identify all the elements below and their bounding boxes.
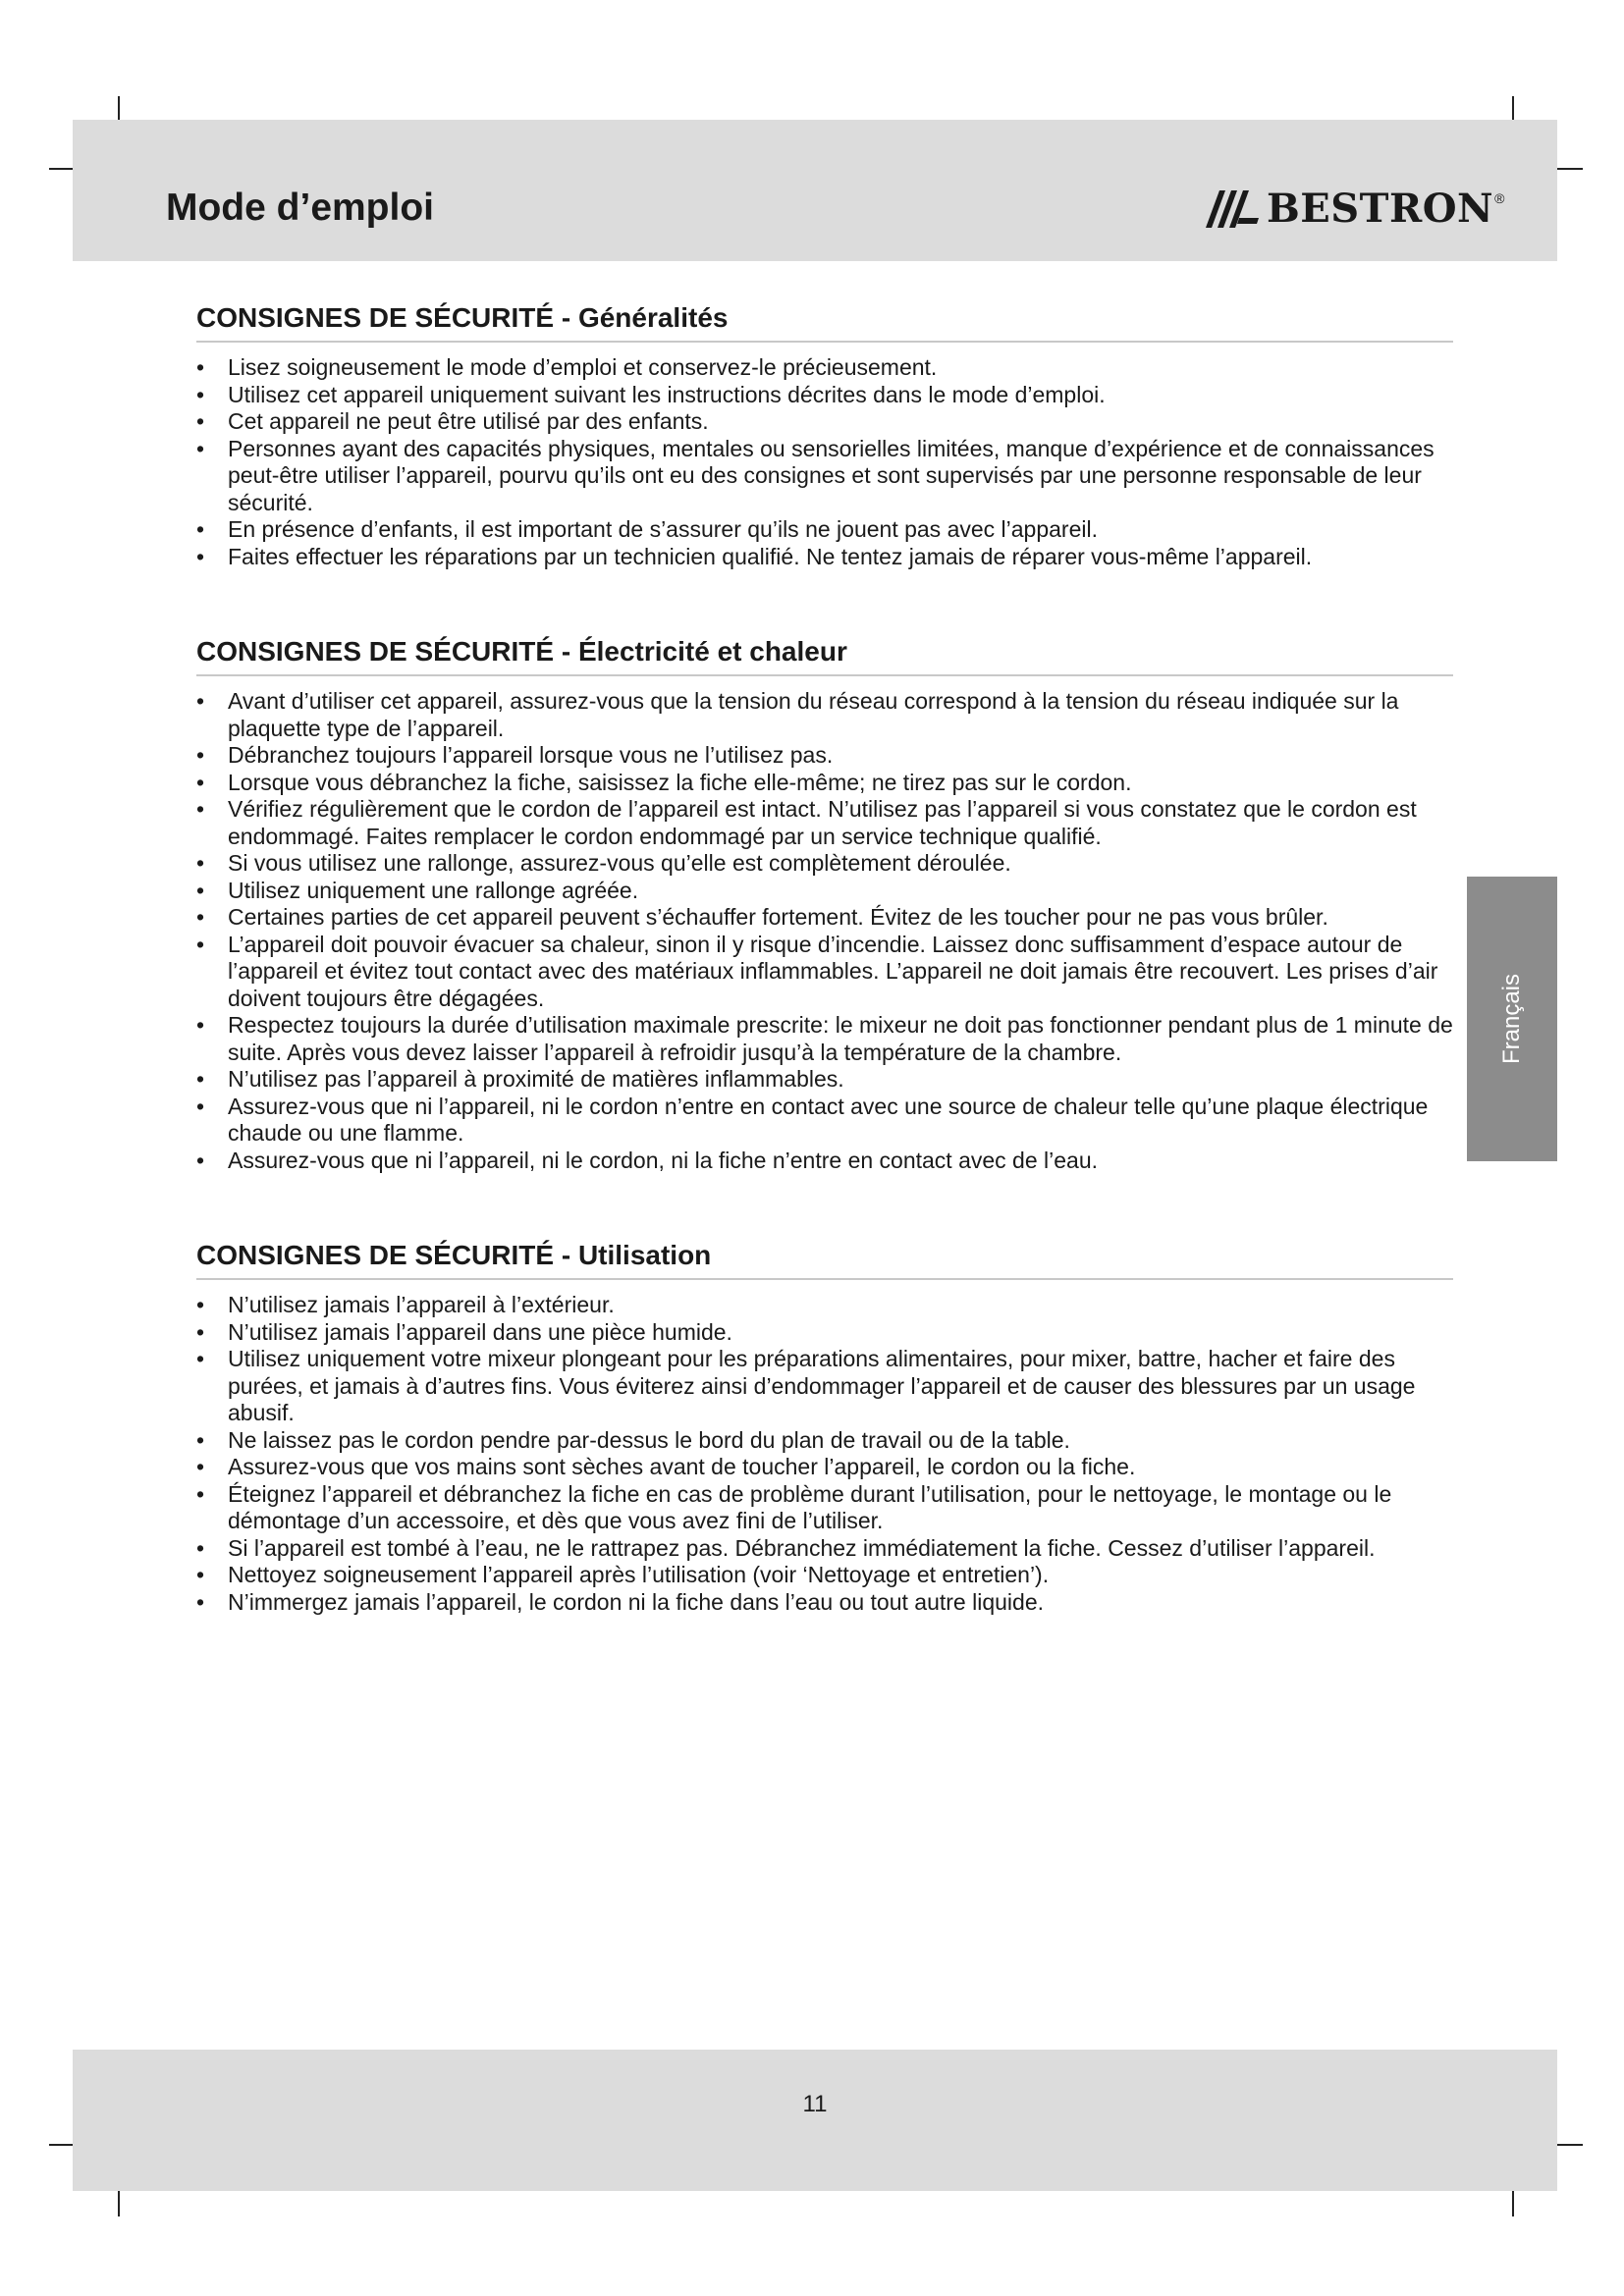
list-item: • Lisez soigneusement le mode d’emploi et conservez-le précieusement. (196, 354, 1473, 382)
list-item: • Utilisez uniquement une rallonge agréée. (196, 878, 1473, 905)
page-title: Mode d’emploi (166, 187, 434, 229)
list-item: • Ne laissez pas le cordon pendre par-dessus le bord du plan de travail ou de la table. (196, 1427, 1473, 1455)
list-item: • Personnes ayant des capacités physiques, mentales ou sensorielles limitées, manque d’expérience et de connaissances peut-être utiliser l’appareil, pourvu qu’ils ont eu des consignes et sont supervisés par une personne responsable de leur sécurité. (196, 436, 1473, 517)
list-item: • N’utilisez jamais l’appareil dans une pièce humide. (196, 1319, 1473, 1347)
bullet-list (196, 1292, 1473, 1616)
section-divider (196, 341, 1453, 343)
list-item: • Avant d’utiliser cet appareil, assurez-vous que la tension du réseau correspond à la tension du réseau indiquée sur la plaquette type de l’appareil. (196, 688, 1473, 742)
list-item: • Assurez-vous que ni l’appareil, ni le cordon, ni la fiche n’entre en contact avec de l’eau. (196, 1148, 1473, 1175)
list-item: • Utilisez uniquement votre mixeur plongeant pour les préparations alimentaires, pour mixer, battre, hacher et faire des purées, et jamais à d’autres fins. Vous éviterez ainsi d’endommager l’appareil et de causer des blessures par un usage abusif. (196, 1346, 1473, 1427)
list-item: • Utilisez cet appareil uniquement suivant les instructions décrites dans le mode d’emploi. (196, 382, 1473, 409)
language-tab[interactable] (1467, 877, 1557, 1161)
section-generalites (196, 299, 1473, 570)
list-item: • N’immergez jamais l’appareil, le cordon ni la fiche dans l’eau ou tout autre liquide. (196, 1589, 1473, 1617)
section-title: CONSIGNES DE SÉCURITÉ - Utilisation (196, 1240, 712, 1270)
bullet-list (196, 688, 1473, 1174)
bestron-chevrons-logo-icon (1204, 188, 1261, 230)
list-item: • Cet appareil ne peut être utilisé par des enfants. (196, 408, 1473, 436)
section-divider (196, 674, 1453, 676)
list-item: • Assurez-vous que ni l’appareil, ni le cordon n’entre en contact avec une source de chaleur telle qu’une plaque électrique chaude ou une flamme. (196, 1094, 1473, 1148)
bullet-list (196, 354, 1473, 570)
language-tab-label: Français (1498, 973, 1525, 1065)
section-divider (196, 1278, 1453, 1280)
list-item: • Nettoyez soigneusement l’appareil après l’utilisation (voir ‘Nettoyage et entretien’). (196, 1562, 1473, 1589)
section-utilisation (196, 1237, 1473, 1616)
list-item: • Débranchez toujours l’appareil lorsque vous ne l’utilisez pas. (196, 742, 1473, 770)
list-item: • Certaines parties de cet appareil peuvent s’échauffer fortement. Évitez de les toucher pour ne pas vous brûler. (196, 904, 1473, 932)
page-number: 11 (802, 2091, 828, 2117)
brand-name: BESTRON (1267, 186, 1494, 232)
list-item: • Vérifiez régulièrement que le cordon de l’appareil est intact. N’utilisez pas l’appareil si vous constatez que le cordon est endommagé. Faites remplacer le cordon endommagé par un service technique qualifié. (196, 796, 1473, 850)
list-item: • En présence d’enfants, il est important de s’assurer qu’ils ne jouent pas avec l’appareil. (196, 516, 1473, 544)
list-item: • Si vous utilisez une rallonge, assurez-vous qu’elle est complètement déroulée. (196, 850, 1473, 878)
list-item: • Respectez toujours la durée d’utilisation maximale prescrite: le mixeur ne doit pas fonctionner pendant plus de 1 minute de suite. Après vous devez laisser l’appareil à refroidir jusqu’à la température de la chambre. (196, 1012, 1473, 1066)
list-item: • Faites effectuer les réparations par un technicien qualifié. Ne tentez jamais de réparer vous-même l’appareil. (196, 544, 1473, 571)
brand-logo (1204, 188, 1504, 230)
main-content (196, 299, 1473, 1616)
list-item: • N’utilisez jamais l’appareil à l’extérieur. (196, 1292, 1473, 1319)
section-title: CONSIGNES DE SÉCURITÉ - Généralités (196, 302, 729, 333)
list-item: • Lorsque vous débranchez la fiche, saisissez la fiche elle-même; ne tirez pas sur le cordon. (196, 770, 1473, 797)
list-item: • Assurez-vous que vos mains sont sèches avant de toucher l’appareil, le cordon ou la fiche. (196, 1454, 1473, 1481)
list-item: • N’utilisez pas l’appareil à proximité de matières inflammables. (196, 1066, 1473, 1094)
registered-mark: ® (1494, 190, 1505, 206)
list-item: • L’appareil doit pouvoir évacuer sa chaleur, sinon il y risque d’incendie. Laissez donc suffisamment d’espace autour de l’appareil et évitez tout contact avec des matériaux inflammables. L’appareil ne doit jamais être recouvert. Les prises d’air doivent toujours être dégagées. (196, 932, 1473, 1013)
list-item: • Éteignez l’appareil et débranchez la fiche en cas de problème durant l’utilisation, pour le nettoyage, le montage ou le démontage d’un accessoire, et dès que vous avez fini de l’utiliser. (196, 1481, 1473, 1535)
list-item: • Si l’appareil est tombé à l’eau, ne le rattrapez pas. Débranchez immédiatement la fiche. Cessez d’utiliser l’appareil. (196, 1535, 1473, 1563)
header-bar (73, 120, 1557, 261)
section-title: CONSIGNES DE SÉCURITÉ - Électricité et chaleur (196, 636, 847, 667)
section-electricite-chaleur (196, 633, 1473, 1174)
footer-bar (73, 2050, 1557, 2191)
